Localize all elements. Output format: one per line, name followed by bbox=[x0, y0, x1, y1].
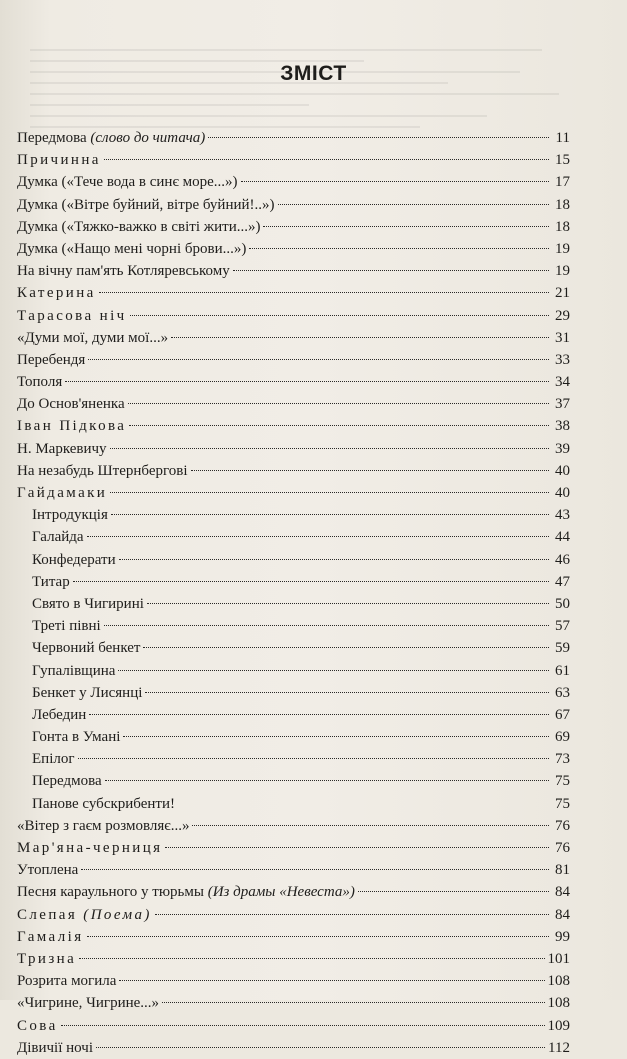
toc-entry-title-text: На вічну пам'ять Котляревському bbox=[17, 263, 230, 280]
toc-page-number: 50 bbox=[555, 595, 570, 612]
toc-page-number: 75 bbox=[555, 795, 570, 812]
dot-leader bbox=[65, 381, 549, 382]
toc-page-number: 40 bbox=[555, 462, 570, 479]
toc-entry-title bbox=[32, 615, 101, 637]
dot-leader bbox=[208, 137, 549, 138]
toc-entry bbox=[17, 282, 570, 304]
dot-leader bbox=[119, 980, 544, 981]
toc-entry bbox=[17, 305, 570, 327]
toc-entry bbox=[17, 926, 570, 948]
toc-page-number: 47 bbox=[555, 573, 570, 590]
toc-entry-title-text: Тарасова ніч bbox=[17, 307, 127, 324]
dot-leader bbox=[104, 625, 549, 626]
toc-entry bbox=[17, 881, 570, 903]
toc-page-number: 40 bbox=[555, 485, 570, 501]
toc-page-number: 21 bbox=[555, 285, 570, 302]
toc-entry bbox=[17, 682, 570, 704]
toc-page-number: 18 bbox=[555, 218, 570, 235]
toc-entry-title bbox=[32, 770, 102, 792]
toc-entry-title-text: Причинна bbox=[17, 152, 101, 169]
toc-entry bbox=[17, 327, 570, 349]
toc-page-number: 37 bbox=[555, 396, 570, 413]
toc-entry-title-text: Гонта в Умані bbox=[32, 729, 121, 746]
toc-entry bbox=[17, 371, 570, 393]
toc-entry bbox=[17, 970, 570, 992]
dot-leader bbox=[192, 825, 549, 826]
dot-leader bbox=[165, 847, 549, 848]
toc-entry-title bbox=[32, 682, 142, 704]
dot-leader bbox=[105, 780, 549, 781]
dot-leader bbox=[145, 692, 549, 693]
toc-entry bbox=[17, 149, 570, 171]
toc-page-number: 84 bbox=[555, 906, 570, 923]
toc-entry-title-text: «Чигрине, Чигрине...» bbox=[17, 995, 160, 1012]
toc-entry-title bbox=[32, 704, 86, 726]
toc-page-number: 59 bbox=[555, 640, 570, 657]
toc-entry bbox=[17, 748, 570, 770]
toc-entry-title-text: Думка («Вітре буйний, вітре буйний!..») bbox=[17, 196, 275, 213]
dot-leader bbox=[88, 359, 549, 360]
toc-entry bbox=[17, 1015, 570, 1037]
toc-page-number: 108 bbox=[547, 995, 570, 1012]
toc-entry bbox=[17, 948, 570, 970]
dot-leader bbox=[129, 425, 549, 426]
toc-entry-title-text: На незабудь Штернбергові bbox=[17, 462, 188, 479]
toc-page-number: 76 bbox=[555, 840, 570, 856]
toc-entry-title-text: Передмова bbox=[17, 130, 91, 146]
toc-entry-title bbox=[32, 549, 116, 571]
page-title: ЗМІСТ bbox=[280, 62, 347, 85]
dot-leader bbox=[143, 647, 549, 648]
toc-page-number: 43 bbox=[555, 507, 570, 524]
toc-entry bbox=[17, 992, 570, 1014]
dot-leader bbox=[110, 448, 549, 449]
dot-leader bbox=[278, 204, 549, 205]
toc-entry-title-text: Дівичії ночі bbox=[17, 1039, 93, 1056]
toc-entry-title-text: Свято в Чигирині bbox=[32, 595, 144, 612]
toc-entry-title-text: Тополя bbox=[17, 374, 63, 391]
toc-entry-title-text: «Думи мої, думи мої...» bbox=[17, 329, 169, 346]
dot-leader bbox=[358, 891, 549, 892]
toc-entry bbox=[17, 127, 570, 149]
toc-entry-title-text: Титар bbox=[32, 573, 70, 590]
toc-page-number: 34 bbox=[555, 374, 570, 391]
dot-leader bbox=[111, 514, 549, 515]
toc-entry-title bbox=[17, 282, 96, 304]
toc-entry-subtitle: (Поема) bbox=[83, 906, 152, 923]
toc-entry-title bbox=[17, 127, 205, 149]
toc-entry-title-text: Слепая bbox=[17, 906, 84, 923]
toc-entry-subtitle: (Из драмы «Невеста») bbox=[207, 884, 355, 901]
toc-entry-title bbox=[32, 726, 120, 748]
toc-entry-title-text: Сова bbox=[17, 1017, 58, 1034]
toc-page-number: 44 bbox=[555, 529, 570, 546]
toc-entry bbox=[17, 216, 570, 238]
toc-entry-title-text: Галайда bbox=[32, 529, 84, 546]
toc-entry-title bbox=[17, 438, 107, 460]
toc-page-number: 73 bbox=[555, 751, 570, 768]
dot-leader bbox=[241, 181, 549, 182]
toc-page-number: 15 bbox=[555, 152, 570, 169]
toc-page-number: 29 bbox=[555, 307, 570, 324]
toc-entry-title bbox=[17, 305, 127, 327]
toc-page-number: 76 bbox=[555, 817, 570, 834]
toc-entry-title bbox=[17, 948, 76, 970]
toc-entry-title bbox=[17, 260, 230, 282]
toc-entry bbox=[17, 593, 570, 615]
toc-entry-title-text: Думка («Нащо мені чорні брови...») bbox=[17, 240, 247, 257]
dot-leader bbox=[191, 470, 549, 471]
toc-entry bbox=[17, 393, 570, 415]
dot-leader bbox=[171, 337, 549, 338]
toc-entry-title-text: Перебендя bbox=[17, 351, 86, 368]
toc-entry-title-text: Треті півні bbox=[32, 618, 101, 635]
toc-entry-title bbox=[17, 393, 125, 415]
dot-leader bbox=[162, 1002, 544, 1003]
dot-leader bbox=[110, 492, 549, 493]
toc-page-number: 75 bbox=[555, 773, 570, 790]
toc-entry-title bbox=[17, 171, 238, 193]
toc-entry bbox=[17, 460, 570, 482]
toc-entry-title bbox=[17, 859, 78, 881]
toc-entry bbox=[17, 504, 570, 526]
toc-entry-title-text: Розрита могила bbox=[17, 973, 117, 990]
toc-entry-title-text: Бенкет у Лисянці bbox=[32, 684, 143, 701]
toc-entry-title-text: Катерина bbox=[17, 285, 96, 302]
dot-leader bbox=[155, 914, 549, 915]
toc-entry-title-text: Думка («Тече вода в синє море...») bbox=[17, 174, 238, 191]
toc-page-number: 112 bbox=[548, 1039, 570, 1056]
toc-entry-subtitle: (слово до читача) bbox=[90, 130, 206, 146]
toc-entry bbox=[17, 904, 570, 926]
toc-entry-title-text: Тризна bbox=[17, 950, 77, 967]
toc-entry-title bbox=[32, 504, 108, 526]
dot-leader bbox=[61, 1025, 545, 1026]
dot-leader bbox=[73, 581, 549, 582]
toc-entry-title bbox=[17, 194, 275, 216]
toc-entry bbox=[17, 704, 570, 726]
dot-leader bbox=[99, 292, 549, 293]
toc-page-number: 11 bbox=[555, 130, 570, 146]
toc-entry-title bbox=[17, 1037, 93, 1059]
toc-entry bbox=[17, 615, 570, 637]
toc-entry-title-text: Інтродукція bbox=[32, 507, 108, 524]
toc-entry bbox=[17, 171, 570, 193]
toc-entry-title-text: Гайдамаки bbox=[17, 485, 108, 501]
dot-leader bbox=[87, 936, 550, 937]
toc-entry-title bbox=[32, 660, 115, 682]
toc-page-number: 46 bbox=[555, 551, 570, 568]
toc-entry bbox=[17, 526, 570, 548]
toc-entry-title bbox=[17, 970, 116, 992]
toc-page-number: 39 bbox=[555, 440, 570, 457]
toc-entry bbox=[17, 770, 570, 792]
toc-entry-title bbox=[32, 526, 84, 548]
toc-page-number: 19 bbox=[555, 240, 570, 257]
toc-page-number: 61 bbox=[555, 662, 570, 679]
toc-entry-title-text: Гамалія bbox=[17, 928, 84, 945]
toc-page-number: 19 bbox=[555, 263, 570, 280]
dot-leader bbox=[118, 670, 549, 671]
toc-entry-title bbox=[17, 349, 85, 371]
toc-entry bbox=[17, 815, 570, 837]
toc-entry-title bbox=[32, 571, 70, 593]
dot-leader bbox=[78, 758, 550, 759]
toc-entry bbox=[17, 194, 570, 216]
table-of-contents bbox=[17, 127, 570, 1059]
toc-entry-title bbox=[17, 460, 188, 482]
toc-entry bbox=[17, 438, 570, 460]
toc-entry-title-text: Н. Маркевичу bbox=[17, 440, 107, 457]
toc-entry-title bbox=[17, 992, 159, 1014]
toc-entry-title-text: Червоний бенкет bbox=[32, 640, 141, 657]
toc-entry-title bbox=[17, 327, 168, 349]
toc-entry bbox=[17, 571, 570, 593]
toc-page-number: 63 bbox=[555, 684, 570, 701]
toc-page-number: 33 bbox=[555, 351, 570, 368]
toc-entry-title bbox=[17, 904, 152, 926]
toc-page-number: 101 bbox=[547, 950, 570, 967]
toc-entry-title bbox=[17, 881, 355, 903]
dot-leader bbox=[89, 714, 549, 715]
toc-entry-title bbox=[17, 216, 260, 238]
toc-entry-title bbox=[17, 815, 189, 837]
toc-entry bbox=[17, 415, 570, 437]
toc-entry-title-text: Думка («Тяжко-важко в світі жити...») bbox=[17, 218, 261, 235]
dot-leader bbox=[96, 1047, 545, 1048]
toc-entry bbox=[17, 793, 570, 815]
toc-page-number: 67 bbox=[555, 706, 570, 723]
toc-page-number: 18 bbox=[555, 196, 570, 213]
dot-leader bbox=[123, 736, 549, 737]
dot-leader bbox=[233, 270, 549, 271]
toc-entry-title bbox=[17, 1015, 58, 1037]
toc-entry-title-text: Іван Підкова bbox=[17, 418, 127, 435]
toc-entry-title-text: Утоплена bbox=[17, 862, 79, 879]
toc-entry bbox=[17, 482, 570, 504]
toc-entry bbox=[17, 260, 570, 282]
toc-entry-title bbox=[17, 238, 246, 260]
dot-leader bbox=[119, 559, 549, 560]
toc-entry bbox=[17, 660, 570, 682]
toc-entry-title bbox=[17, 837, 162, 859]
toc-entry-title-text: До Основ'яненка bbox=[17, 396, 125, 413]
toc-entry-title bbox=[32, 748, 75, 770]
toc-entry-title bbox=[17, 371, 62, 393]
toc-entry-title bbox=[32, 793, 175, 815]
toc-entry-title bbox=[17, 149, 101, 171]
dot-leader bbox=[130, 315, 549, 316]
toc-page-number: 57 bbox=[555, 618, 570, 635]
toc-page-number: 31 bbox=[555, 329, 570, 346]
toc-page-number: 99 bbox=[555, 928, 570, 945]
toc-page-number: 17 bbox=[555, 174, 570, 191]
toc-entry-title-text: Гупалівщина bbox=[32, 662, 116, 679]
dot-leader bbox=[249, 248, 549, 249]
toc-page-number: 81 bbox=[555, 862, 570, 879]
toc-page-number: 38 bbox=[555, 418, 570, 435]
toc-entry-title-text: Епілог bbox=[32, 751, 75, 768]
dot-leader bbox=[128, 403, 549, 404]
toc-entry bbox=[17, 859, 570, 881]
toc-entry-title bbox=[17, 482, 107, 504]
dot-leader bbox=[147, 603, 549, 604]
dot-leader bbox=[104, 159, 549, 160]
toc-page-number: 69 bbox=[555, 729, 570, 746]
toc-page-number: 84 bbox=[555, 884, 570, 901]
dot-leader bbox=[263, 226, 549, 227]
toc-entry-title-text: Лебедин bbox=[32, 706, 87, 723]
toc-page-number: 109 bbox=[547, 1017, 570, 1034]
toc-entry-title bbox=[32, 593, 144, 615]
toc-entry bbox=[17, 837, 570, 859]
dot-leader bbox=[87, 536, 549, 537]
toc-entry-title-text: Конфедерати bbox=[32, 551, 116, 568]
toc-entry bbox=[17, 549, 570, 571]
toc-entry bbox=[17, 637, 570, 659]
toc-entry-title-text: «Вітер з гаєм розмовляє...» bbox=[17, 817, 190, 834]
toc-entry-title bbox=[17, 926, 84, 948]
toc-entry bbox=[17, 349, 570, 371]
toc-entry-title bbox=[32, 637, 140, 659]
dot-leader bbox=[79, 958, 544, 959]
dot-leader bbox=[81, 869, 549, 870]
toc-entry bbox=[17, 1037, 570, 1059]
toc-entry-title-text: Панове субскрибенти! bbox=[32, 795, 175, 812]
toc-entry-title bbox=[17, 415, 126, 437]
toc-entry-title-text: Мар'яна-черниця bbox=[17, 840, 163, 856]
toc-entry-title-text: Передмова bbox=[32, 773, 102, 790]
toc-entry bbox=[17, 238, 570, 260]
toc-page-number: 108 bbox=[547, 973, 570, 990]
toc-entry bbox=[17, 726, 570, 748]
toc-entry-title-text: Песня караульного у тюрьмы bbox=[17, 884, 208, 901]
